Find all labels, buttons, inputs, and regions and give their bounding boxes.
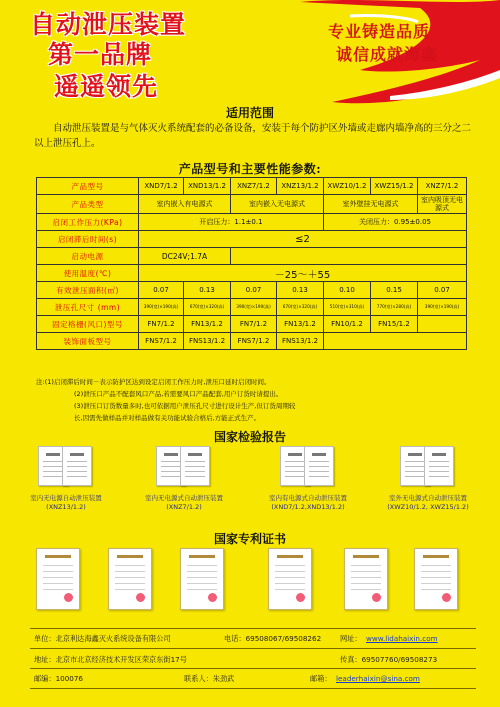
footer-divider <box>30 628 476 629</box>
spec-title: 产品型号和主要性能参数: <box>178 162 322 176</box>
patent-certificate-icon <box>268 548 312 610</box>
report-caption <box>10 494 122 512</box>
patents-row <box>0 548 500 618</box>
type-cell: 室内嵌入无电源式 <box>231 195 324 214</box>
report-document-images <box>372 446 484 488</box>
footer-divider <box>30 688 476 689</box>
scope-text: 自动泄压装置是与气体灭火系统配套的必备设备，安装于每个防护区外墙或走廊内墙净高的三分之二以上泄压孔上。 <box>34 123 472 149</box>
model-cell: XND13/1.2 <box>184 178 231 195</box>
email-label: 邮箱： <box>310 674 332 683</box>
report-caption-line: 室外无电源式自动泄压装置 <box>389 494 467 502</box>
row-hole <box>37 299 467 316</box>
hole-cell: 510(宽)×310(高) <box>324 299 371 316</box>
spec-table <box>36 177 467 350</box>
scope-title: 适用范围 <box>225 106 274 120</box>
hole-cell: 670(宽)×320(高) <box>184 299 231 316</box>
row-grille <box>37 316 467 333</box>
grille-cell: FN7/1.2 <box>139 316 184 333</box>
row-temp <box>37 265 467 282</box>
area-cell: 0.07 <box>418 282 467 299</box>
report-document-icon <box>62 446 92 486</box>
note-1: 注:(1)启闭滞后时间－表示防护区达到设定启闭工作压力时,泄压口延时启闭时间。 <box>36 378 271 386</box>
report-caption-line: 室内无电源自动泄压装置 <box>30 494 102 502</box>
report-caption-line: 室内有电源式自动泄压装置 <box>269 494 347 502</box>
label-model: 产品型号 <box>37 178 139 195</box>
patent-certificate-icon <box>108 548 152 610</box>
label-power: 启动电源 <box>37 248 139 265</box>
report-card <box>372 446 484 512</box>
patent-certificate-icon <box>414 548 458 610</box>
row-model <box>37 178 467 195</box>
slogan-line-3: 遥遥领先 <box>54 72 159 101</box>
row-area <box>37 282 467 299</box>
type-cell: 室内吸顶无电源式 <box>418 195 467 214</box>
row-lag <box>37 231 467 248</box>
decor-cell: FNS13/1.2 <box>277 333 324 350</box>
report-document-images <box>128 446 240 488</box>
model-cell: XNZ7/1.2 <box>231 178 277 195</box>
area-cell: 0.13 <box>277 282 324 299</box>
model-cell: XND7/1.2 <box>139 178 184 195</box>
hole-cell: 670(宽)×320(高) <box>277 299 324 316</box>
report-caption <box>372 494 484 512</box>
report-document-icon <box>304 446 334 486</box>
slogan-line-2: 第一品牌 <box>48 40 153 69</box>
row-power <box>37 248 467 265</box>
report-card <box>128 446 240 512</box>
quality-line-1: 专业铸造品质 <box>328 22 431 41</box>
patent-certificate-icon <box>36 548 80 610</box>
note-3-continued: 长,因需先做样品并对样品做有关功能试验合格后,方能正式生产。 <box>74 414 261 422</box>
pressure-close: 关闭压力：0.95±0.05 <box>324 214 467 231</box>
note-3: (3)泄压口订货数量多时,也可依据用户泄压孔尺寸进行设计生产,但订货周期较 <box>74 402 296 410</box>
website-label: 网址： <box>340 634 362 643</box>
patents-title: 国家专利证书 <box>213 532 286 546</box>
hole-cell: 390(宽)×190(高) <box>139 299 184 316</box>
area-cell: 0.07 <box>139 282 184 299</box>
lag-value: ≤2 <box>139 231 467 248</box>
hole-cell: 390(宽)×190(高) <box>418 299 467 316</box>
row-pressure <box>37 214 467 231</box>
label-pressure: 启闭工作压力(KPa) <box>37 214 139 231</box>
postcode: 邮编：100076 <box>34 674 84 683</box>
type-cell: 室外壁挂无电源式 <box>324 195 418 214</box>
grille-cell: FN13/1.2 <box>184 316 231 333</box>
power-value: DC24V;1.7A <box>139 248 231 265</box>
decor-empty <box>324 333 467 350</box>
reports-title: 国家检验报告 <box>213 430 286 444</box>
note-2: (2)泄压口产品不配套风口产品,若需要风口产品配套,用户订货时请提出。 <box>74 390 283 398</box>
decor-cell: FNS13/1.2 <box>184 333 231 350</box>
grille-cell: FN15/1.2 <box>371 316 418 333</box>
company-address: 地址：北京市北京经济技术开发区荣京东街17号 <box>34 655 187 664</box>
hole-cell: 770(宽)×280(高) <box>371 299 418 316</box>
brand-slogan <box>30 10 230 102</box>
report-caption <box>128 494 240 512</box>
quality-slogan <box>328 20 493 66</box>
grille-cell: FN7/1.2 <box>231 316 277 333</box>
label-grille: 固定格栅(风口)型号 <box>37 316 139 333</box>
report-document-icon <box>424 446 454 486</box>
footer-divider <box>30 648 476 649</box>
quality-line-2: 诚信成就海鑫 <box>336 45 439 64</box>
label-decor: 装饰面板型号 <box>37 333 139 350</box>
reports-row <box>0 446 500 526</box>
model-cell: XNZ13/1.2 <box>277 178 324 195</box>
slogan-line-1: 自动泄压装置 <box>30 10 187 39</box>
row-decor <box>37 333 467 350</box>
pressure-open: 开启压力：1.1±0.1 <box>139 214 324 231</box>
report-caption-model: (XND7/1.2,XND13/1.2) <box>271 503 345 511</box>
grille-cell <box>418 316 467 333</box>
header-banner <box>0 0 500 112</box>
area-cell: 0.13 <box>184 282 231 299</box>
phone-number: 电话：69508067/69508262 <box>224 634 322 643</box>
report-card <box>10 446 122 512</box>
temp-value: －25～＋55 <box>139 265 467 282</box>
grille-cell: FN13/1.2 <box>277 316 324 333</box>
report-caption-model: (XWZ10/1.2, XWZ15/1.2) <box>387 503 469 511</box>
footer-divider <box>30 668 476 669</box>
report-caption-model: (XNZ13/1.2) <box>46 503 86 511</box>
model-cell: XWZ10/1.2 <box>324 178 371 195</box>
patent-certificate-icon <box>180 548 224 610</box>
website-link[interactable]: www.lidahaixin.com <box>366 634 438 643</box>
company-name: 单位：北京利达海鑫灭火系统设备有限公司 <box>34 634 171 643</box>
decor-cell: FNS7/1.2 <box>231 333 277 350</box>
report-card <box>252 446 364 512</box>
decor-cell: FNS7/1.2 <box>139 333 184 350</box>
patent-certificate-icon <box>344 548 388 610</box>
label-area: 有效泄压面积(㎡) <box>37 282 139 299</box>
email-link[interactable]: leaderhaixin@sina.com <box>336 674 420 683</box>
report-document-images <box>252 446 364 488</box>
report-caption <box>252 494 364 512</box>
power-empty <box>231 248 467 265</box>
label-type: 产品类型 <box>37 195 139 214</box>
report-document-images <box>10 446 122 488</box>
model-cell: XNZ7/1.2 <box>418 178 467 195</box>
area-cell: 0.15 <box>371 282 418 299</box>
model-cell: XWZ15/1.2 <box>371 178 418 195</box>
area-cell: 0.07 <box>231 282 277 299</box>
row-type <box>37 195 467 214</box>
contact-person: 联系人：朱劲武 <box>184 674 235 683</box>
hole-cell: 390(宽)×190(高) <box>231 299 277 316</box>
type-cell: 室内嵌入有电源式 <box>139 195 231 214</box>
spec-notes <box>36 376 466 424</box>
grille-cell: FN10/1.2 <box>324 316 371 333</box>
report-caption-model: (XNZ7/1.2) <box>166 503 202 511</box>
label-hole: 泄压孔尺寸 (mm) <box>37 299 139 316</box>
label-temp: 使用温度(℃) <box>37 265 139 282</box>
label-lag: 启闭滞后时间(s) <box>37 231 139 248</box>
fax-number: 传真：69507760/69508273 <box>340 655 438 664</box>
report-caption-line: 室内无电源式自动泄压装置 <box>145 494 223 502</box>
report-document-icon <box>180 446 210 486</box>
area-cell: 0.10 <box>324 282 371 299</box>
